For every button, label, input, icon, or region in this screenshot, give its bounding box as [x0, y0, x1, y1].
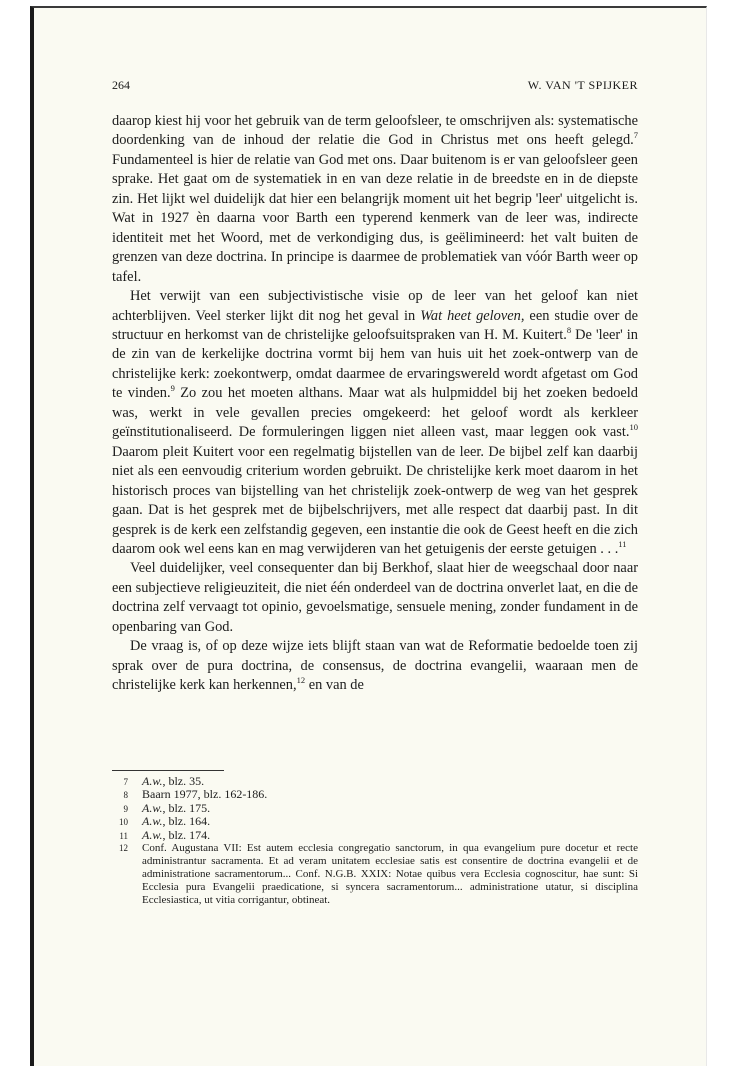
- footnote: 7 A.w., blz. 35.: [112, 775, 638, 788]
- footnote-ref-8[interactable]: 8: [566, 324, 572, 335]
- footnote-number: 7: [123, 777, 128, 787]
- footnote-number: 9: [123, 803, 128, 814]
- paragraph-3: Veel duidelijker, veel consequenter dan bij Berkhof, slaat hier de weegschaal door naar een subjectieve religieuziteit, die niet één onderdeel van de doctrina onverlet laat, en die de doctrina zelf vervaagt tot opinio, gevoelsmatige, sensuele mening, zonder fundament in de openbaring van God.: [112, 560, 638, 635]
- footnote: 9 A.w., blz. 175.: [112, 802, 638, 815]
- paragraph-2: Het verwijt van een subjectivistische visie op de leer van het geloof kan niet achterblijven. Veel sterker lijkt dit nog het geval in Wat heet geloven, een studie over de structuur en herkomst van de christelijke geloofsuitspraken van H. M. Kuitert.$^8$ De 'leer' in de zin van de kerkelijke doctrina vormt bij hem van huis uit het zoek-ontwerp van de christelijke kerk: zoekontwerp, omdat daarmee de ervaringswereld wordt afgetast om God te vinden.$^9$ Zo zou het moeten althans. Maar wat als hulpmiddel bij het zoeken bedoeld was, werkt in vele gevallen precies omgekeerd: het geloof wordt als kerkleer geïnstitutionaliseerd. De formuleringen liggen niet alleen vast, maar leggen ook vast.$^{10}$ Daarom pleit Kuitert voor een regelmatig bijstellen van de leer. De bijbel zelf kan daarbij niet als een eenvoudig criterium worden gebruikt. De christelijke kerk moet daarom in het historisch proces van bijstelling van het christelijk zoek-ontwerp de weg van het gesprek gaan. Dat is het gesprek met de bijbelschrijvers, met alle respect dat daarbij past. In dit gesprek is de kerk een zelfstandig gegeven, een instantie die ook de Geest heeft en die zich daarom ook wel eens kan en mag verwijderen van het getuigenis der eerste getuigen . . .$^{11}$: [112, 288, 638, 557]
- footnote-ref-9[interactable]: 9: [170, 383, 175, 394]
- footnote: 11 A.w., blz. 174.: [112, 829, 638, 842]
- footnote-rule: [112, 770, 224, 771]
- paragraph-4: De vraag is, of op deze wijze iets blijft staan van wat de Reformatie bedoelde toen zij sprak over de pura doctrina, de consensus, de doctrina evangelii, waaraan men de christelijke kerk kan herkennen,$^{12}$ en van de: [112, 638, 638, 694]
- footnote-ref-10[interactable]: 10: [629, 422, 638, 433]
- footnotes: [112, 775, 638, 907]
- footnote-number: 8: [123, 790, 128, 801]
- footnote-ref-11[interactable]: 11: [618, 538, 627, 549]
- page-number: 264: [112, 78, 130, 92]
- footnote-number: 10: [119, 817, 128, 828]
- footnote-ref-12[interactable]: 12: [296, 675, 306, 686]
- paragraph-1: daarop kiest hij voor het gebruik van de term geloofsleer, te omschrijven als: systematische doordenking van de inhoud der relatie die God in Christus met ons heeft gelegd.$^7$ Fundamenteel is hier de relatie van God met ons. Daar buitenom is er van geloofsleer geen sprake. Het gaat om de systematiek in en van deze relatie in de breedste en in de diepste zin. Het lijkt wel duidelijk dat hier een belangrijk moment uit het begrip 'leer' uitgelicht is. Wat in 1927 èn daarna voor Barth een typerend kenmerk van de leer was, indirecte identiteit met het Woord, met de verkondiging dus, is geëlimineerd: het valt buiten de grenzen van deze doctrina. In principe is daarmee de problematiek van vóór Barth weer op tafel.: [112, 113, 638, 285]
- footnote-number: 11: [119, 830, 128, 841]
- footnote-ref-7[interactable]: 7: [633, 130, 638, 141]
- running-head-author: W. VAN 'T SPIJKER: [527, 78, 638, 92]
- footnote: 12 Conf. Augustana VII: Est autem ecclesia congregatio sanctorum, in qua evangelium pure docetur et recte administrantur sacramenta. Et ad veram unitatem ecclesiae satis est consentire de doctrina evangelii et de administratione sacramentorum... Conf. N.G.B. XXIX: Notae quibus vera Ecclesia cognoscitur, hae sunt: Si Ecclesia pura Evangelii praedicatione, si syncera sacramentorum... administratione utatur, si disciplina Ecclesiastica, ut vitia corrigantur, obtineat.: [112, 842, 638, 907]
- footnote-number: 12: [119, 843, 128, 854]
- body-text: [112, 112, 638, 696]
- footnote: 8 Baarn 1977, blz. 162-186.: [112, 788, 638, 801]
- footnote: 10 A.w., blz. 164.: [112, 815, 638, 828]
- book-title: Wat heet geloven,: [420, 307, 525, 324]
